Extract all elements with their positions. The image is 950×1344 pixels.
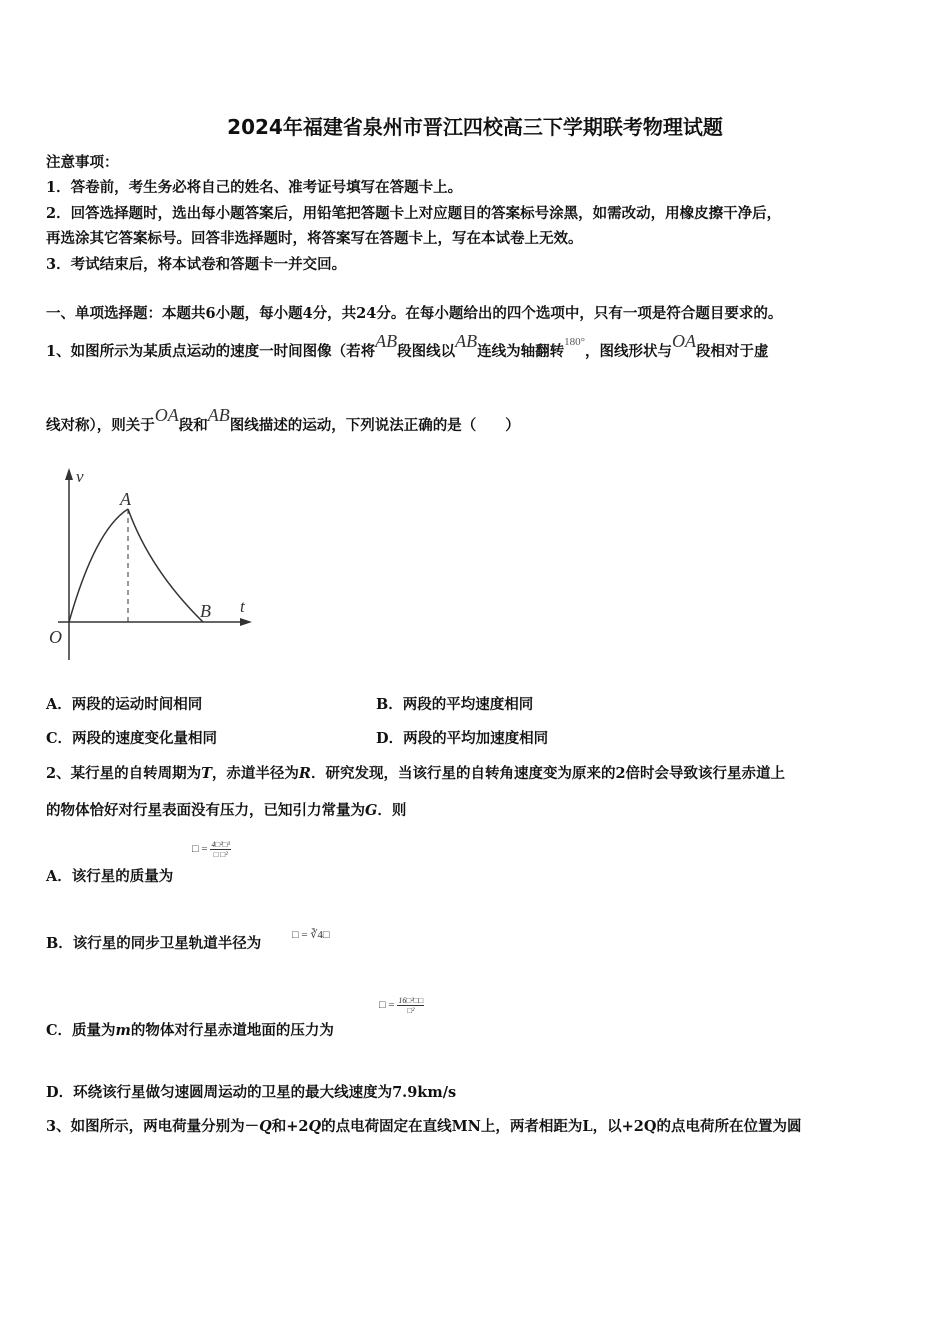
t-axis-arrow-icon [240, 618, 252, 626]
q1-option-b: B．两段的平均速度相同 [376, 696, 534, 713]
curve-oa [69, 509, 128, 622]
label-t: t [240, 597, 245, 616]
q2-line2: 的物体恰好对行星表面没有压力，已知引力常量为G．则 [46, 802, 407, 819]
exam-title: 2024年福建省泉州市晋江四校高三下学期联考物理试题 [227, 115, 723, 139]
q1-option-c: C．两段的速度变化量相同 [46, 730, 218, 747]
notice-heading: 注意事项： [46, 154, 119, 171]
q3-line1: 3、如图所示，两电荷量分别为－Q和+2Q的点电荷固定在直线MN上，两者相距为L，以+2Q的点电荷所在位置为圆 [46, 1118, 802, 1135]
label-B: B [200, 601, 211, 621]
notice-item: 3．考试结束后，将本试卷和答题卡一并交回。 [46, 256, 347, 273]
notice-item: 1．答卷前，考生务必将自己的姓名、准考证号填写在答题卡上。 [46, 179, 463, 196]
q1-line2: 线对称），则关于OA段和AB图线描述的运动，下列说法正确的是（ ） [46, 405, 520, 434]
section-heading: 一、单项选择题：本题共6小题，每小题4分，共24分。在每小题给出的四个选项中，只有一项是符合题目要求的。 [46, 305, 783, 322]
q1-option-a: A．两段的运动时间相同 [46, 696, 203, 713]
q1-line1: 1、如图所示为某质点运动的速度一时间图像（若将AB段图线以AB连线为轴翻转$^{180^\circ}$，图线形状与OA段相对于虚 [46, 331, 769, 360]
q2-formula-a: □ = $\frac{\text{4□²□³}}{\text{□ □²}}$ [192, 840, 230, 859]
q1-option-d: D．两段的平均加速度相同 [376, 730, 549, 747]
label-A: A [120, 489, 131, 509]
label-O: O [49, 627, 62, 647]
q2-formula-c: □ = $\frac{\text{16□²□□}}{\text{□²}}$ [379, 996, 424, 1015]
q2-option-c: C．质量为m的物体对行星赤道地面的压力为 [46, 1022, 334, 1039]
curve-ab [128, 509, 203, 622]
label-v: v [76, 467, 84, 486]
v-axis-arrow-icon [65, 468, 73, 480]
velocity-time-graph [40, 460, 265, 670]
notice-item: 再选涂其它答案标号。回答非选择题时，将答案写在答题卡上，写在本试卷上无效。 [46, 230, 583, 247]
q2-formula-b: □ = ∛4□ [292, 929, 330, 941]
q2-option-d: D．环绕该行星做匀速圆周运动的卫星的最大线速度为7.9km/s [46, 1084, 457, 1101]
q2-option-a: A．该行星的质量为 [46, 868, 174, 885]
q2-line1: 2、某行星的自转周期为T，赤道半径为R．研究发现，当该行星的自转角速度变为原来的2倍时会导致该行星赤道上 [46, 765, 786, 782]
q2-option-b: B．该行星的同步卫星轨道半径为 [46, 935, 262, 952]
notice-item: 2．回答选择题时，选出每小题答案后，用铅笔把答题卡上对应题目的答案标号涂黑，如需改动，用橡皮擦干净后， [46, 205, 782, 222]
